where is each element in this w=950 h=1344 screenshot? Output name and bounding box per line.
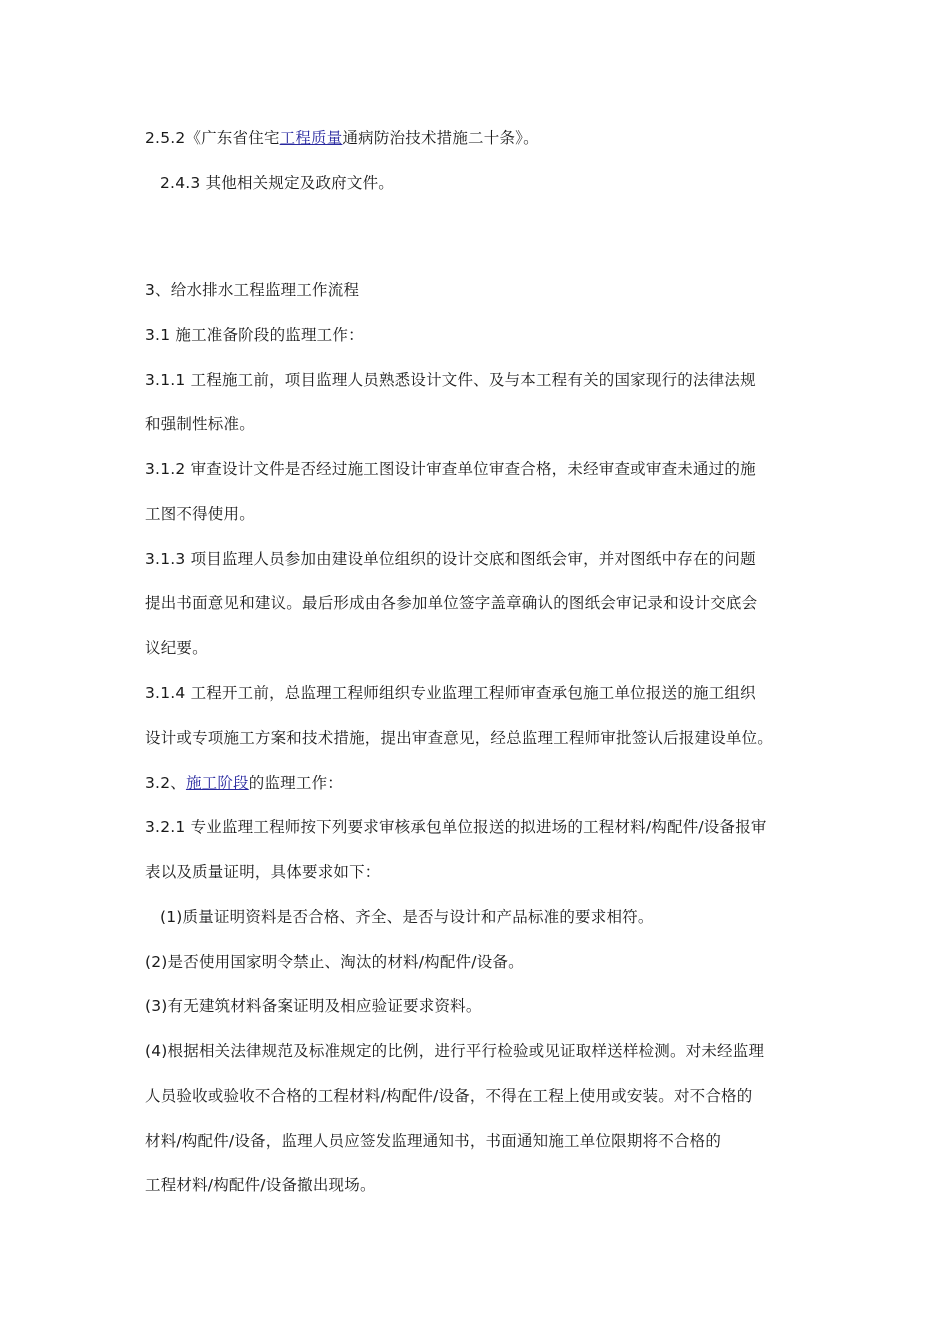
subsection-heading: 3.1 施工准备阶段的监理工作： bbox=[145, 326, 364, 344]
text-line bbox=[145, 127, 539, 149]
text-line: 表以及质量证明，具体要求如下： bbox=[145, 863, 381, 881]
section-heading: 3、给水排水工程监理工作流程 bbox=[145, 281, 360, 299]
text-line: 3.1.4 工程开工前，总监理工程师组织专业监理工程师审查承包施工单位报送的施工组织 bbox=[145, 684, 756, 702]
text-line: 3.1.3 项目监理人员参加由建设单位组织的设计交底和图纸会审，并对图纸中存在的问题 bbox=[145, 550, 756, 568]
text-line: 人员验收或验收不合格的工程材料/构配件/设备，不得在工程上使用或安装。对不合格的 bbox=[145, 1087, 753, 1105]
list-item: (3)有无建筑材料备案证明及相应验证要求资料。 bbox=[145, 997, 482, 1015]
text-line: 2.4.3 其他相关规定及政府文件。 bbox=[160, 174, 394, 192]
text-line: 提出书面意见和建议。最后形成由各参加单位签字盖章确认的图纸会审记录和设计交底会 bbox=[145, 594, 758, 612]
text-line: 议纪要。 bbox=[145, 639, 208, 657]
text-line: 工图不得使用。 bbox=[145, 505, 255, 523]
text-segment: 的监理工作： bbox=[248, 774, 343, 792]
text-segment: 通病防治技术措施二十条》。 bbox=[342, 129, 539, 147]
subsection-heading bbox=[145, 772, 343, 794]
list-item: (2)是否使用国家明令禁止、淘汰的材料/构配件/设备。 bbox=[145, 953, 524, 971]
text-line: 和强制性标准。 bbox=[145, 415, 255, 433]
text-line: 3.1.1 工程施工前，项目监理人员熟悉设计文件、及与本工程有关的国家现行的法律法规 bbox=[145, 371, 756, 389]
text-segment: 3.2、 bbox=[145, 774, 186, 792]
text-line: 设计或专项施工方案和技术措施，提出审查意见，经总监理工程师审批签认后报建设单位。 bbox=[145, 729, 774, 747]
list-item: (4)根据相关法律规范及标准规定的比例，进行平行检验或见证取样送样检测。对未经监理 bbox=[145, 1042, 765, 1060]
text-segment: 2.5.2《广东省住宅 bbox=[145, 129, 280, 147]
text-line: 工程材料/构配件/设备撤出现场。 bbox=[145, 1176, 376, 1194]
text-line: 3.2.1 专业监理工程师按下列要求审核承包单位报送的拟进场的工程材料/构配件/设备报审 bbox=[145, 818, 767, 836]
link-engineering-quality[interactable]: 工程质量 bbox=[279, 129, 343, 147]
link-construction-stage[interactable]: 施工阶段 bbox=[185, 774, 249, 792]
text-line: 3.1.2 审查设计文件是否经过施工图设计审查单位审查合格，未经审查或审查未通过的施 bbox=[145, 460, 756, 478]
text-line: 材料/构配件/设备，监理人员应签发监理通知书，书面通知施工单位限期将不合格的 bbox=[145, 1132, 722, 1150]
list-item: (1)质量证明资料是否合格、齐全、是否与设计和产品标准的要求相符。 bbox=[160, 908, 654, 926]
